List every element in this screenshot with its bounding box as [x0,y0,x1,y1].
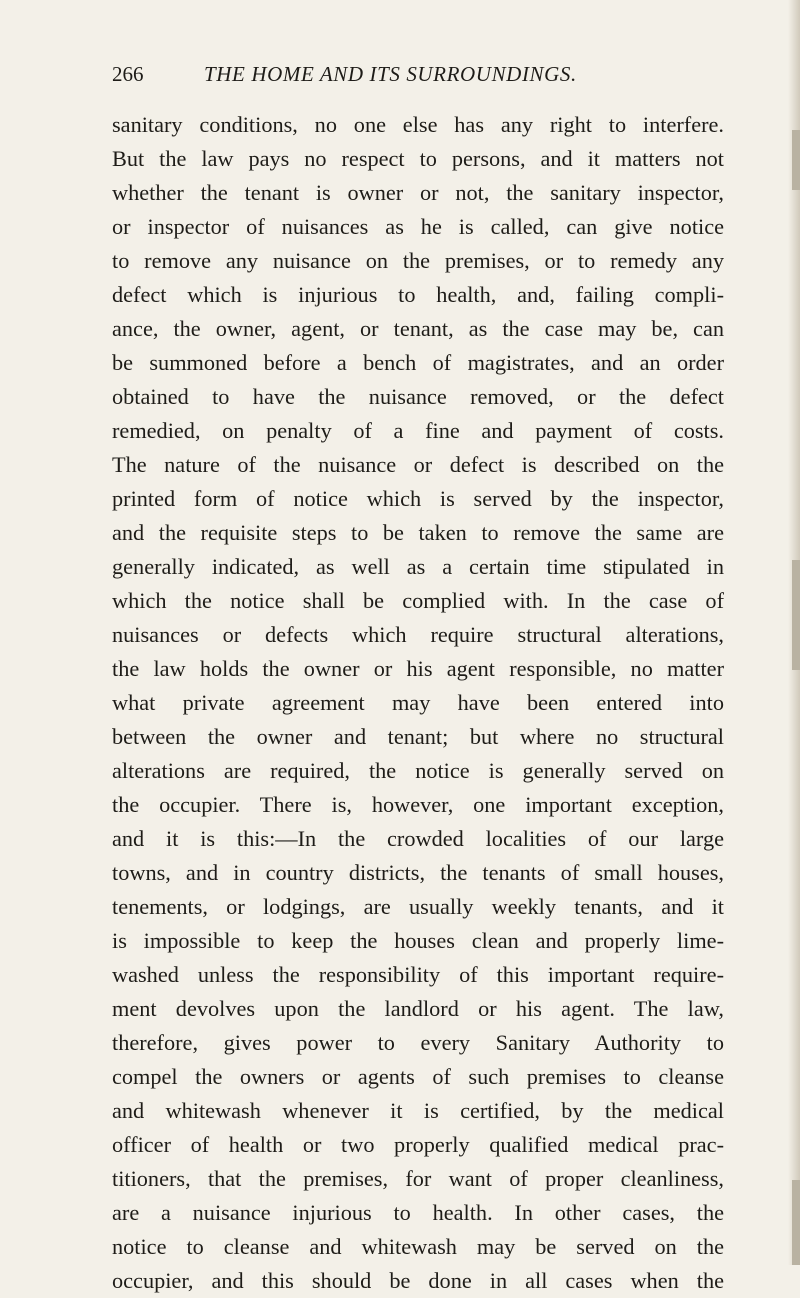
text-line: titioners, that the premises, for want of proper cleanliness, [112,1166,724,1191]
text-line: whether the tenant is owner or not, the sanitary inspector, [112,180,724,205]
text-line: obtained to have the nuisance removed, or the defect [112,384,724,409]
page-header [112,62,632,92]
text-line: be summoned before a bench of magistrates, and an order [112,350,724,375]
text-line: therefore, gives power to every Sanitary Authority to [112,1030,724,1055]
page-edge-mark [792,1180,800,1265]
text-line: ment devolves upon the landlord or his agent. The law, [112,996,724,1021]
text-line: or inspector of nuisances as he is called, can give notice [112,214,724,239]
text-line: and it is this:—In the crowded localities of our large [112,826,724,851]
page-edge-mark [792,560,800,670]
text-line: and the requisite steps to be taken to remove the same are [112,520,724,545]
text-line: washed unless the responsibility of this important require- [112,962,724,987]
text-line: alterations are required, the notice is generally served on [112,758,724,783]
text-line: remedied, on penalty of a fine and payment of costs. [112,418,724,443]
text-line: the law holds the owner or his agent responsible, no matter [112,656,724,681]
text-line: But the law pays no respect to persons, and it matters not [112,146,724,171]
page-number: 266 [112,62,144,86]
text-line: defect which is injurious to health, and, failing compli- [112,282,724,307]
body-text [112,108,724,1298]
text-line: nuisances or defects which require structural alterations, [112,622,724,647]
text-line: sanitary conditions, no one else has any right to interfere. [112,112,724,137]
text-line: occupier, and this should be done in all cases when the [112,1268,724,1293]
text-line: printed form of notice which is served by the inspector, [112,486,724,511]
text-line: officer of health or two properly qualified medical prac- [112,1132,724,1157]
text-line: tenements, or lodgings, are usually weekly tenants, and it [112,894,724,919]
text-line: what private agreement may have been entered into [112,690,724,715]
page-edge-mark [792,130,800,190]
running-title: THE HOME AND ITS SURROUNDINGS. [204,62,577,86]
text-line: notice to cleanse and whitewash may be served on the [112,1234,724,1259]
text-line: generally indicated, as well as a certain time stipulated in [112,554,724,579]
text-line: The nature of the nuisance or defect is described on the [112,452,724,477]
text-line: the occupier. There is, however, one important exception, [112,792,724,817]
text-line: is impossible to keep the houses clean and properly lime- [112,928,724,953]
text-line: and whitewash whenever it is certified, by the medical [112,1098,724,1123]
text-line: ance, the owner, agent, or tenant, as the case may be, can [112,316,724,341]
text-line: which the notice shall be complied with. In the case of [112,588,724,613]
text-line: compel the owners or agents of such premises to cleanse [112,1064,724,1089]
text-line: to remove any nuisance on the premises, or to remedy any [112,248,724,273]
text-line: are a nuisance injurious to health. In other cases, the [112,1200,724,1225]
text-line: between the owner and tenant; but where no structural [112,724,724,749]
text-line: towns, and in country districts, the tenants of small houses, [112,860,724,885]
